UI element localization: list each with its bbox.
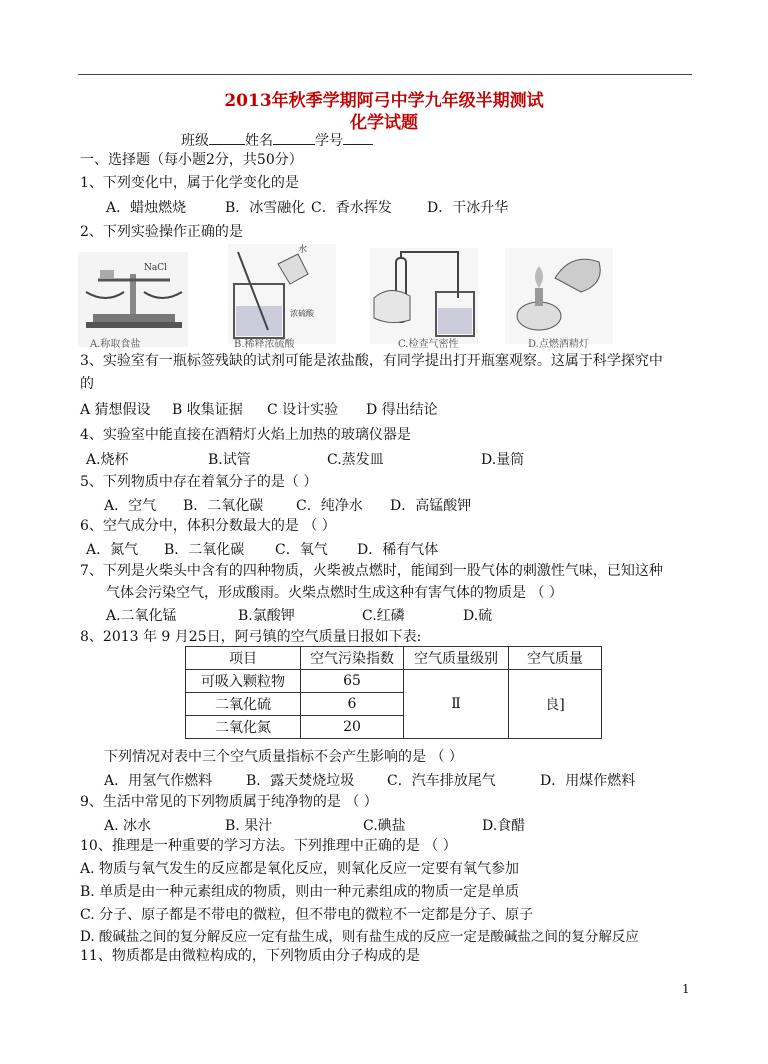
- class-blank[interactable]: [209, 130, 245, 145]
- q10-option-a[interactable]: A. 物质与氧气发生的反应都是氧化反应，则氧化反应一定要有氧气参加: [80, 861, 520, 877]
- q1-option-d[interactable]: D．干冰升华: [427, 200, 509, 216]
- header-index: 空气污染指数: [301, 647, 404, 670]
- question-8-stem-cont: 下列情况对表中三个空气质量指标不会产生影响的是 （ ）: [104, 749, 463, 765]
- pollutant-index: 6: [301, 693, 404, 716]
- q6-option-d[interactable]: D．稀有气体: [357, 542, 439, 558]
- q9-option-b[interactable]: B. 果汁: [225, 818, 273, 834]
- figure-a-caption: A.称取食盐: [90, 339, 141, 350]
- q10-option-b[interactable]: B. 单质是由一种元素组成的物质，则由一种元素组成的物质一定是单质: [80, 884, 520, 900]
- question-7-stem-cont: 气体会污染空气，形成酸雨。火柴点燃时生成这种有害气体的物质是 （ ）: [106, 585, 563, 601]
- airtightness-figure[interactable]: [370, 248, 478, 344]
- lamp-figure[interactable]: [505, 248, 613, 344]
- header-level: 空气质量级别: [404, 647, 509, 670]
- q6-option-a[interactable]: A．氮气: [86, 542, 139, 558]
- name-label: 姓名: [245, 133, 273, 149]
- class-label: 班级: [181, 133, 209, 149]
- nacl-label: NaCl: [144, 263, 168, 273]
- question-8-stem: 8、2013 年 9 月25日，阿弓镇的空气质量日报如下表:: [80, 629, 422, 645]
- q4-option-d[interactable]: D.量筒: [481, 452, 525, 468]
- q8-option-c[interactable]: C．汽车排放尾气: [387, 773, 496, 789]
- q9-option-a[interactable]: A. 冰水: [104, 818, 152, 834]
- header-item: 项目: [186, 647, 301, 670]
- q10-option-d[interactable]: D. 酸碱盐之间的复分解反应一定有盐生成，则有盐生成的反应一定是酸碱盐之间的复分解反应: [80, 929, 639, 945]
- q7-option-d[interactable]: D.硫: [463, 608, 493, 624]
- pollutant-index: 20: [301, 716, 404, 739]
- q9-option-d[interactable]: D.食醋: [482, 818, 526, 834]
- pollutant-name: 二氧化氮: [186, 716, 301, 739]
- question-4-stem: 4、实验室中能直接在酒精灯火焰上加热的玻璃仪器是: [80, 427, 411, 443]
- question-11-stem: 11、物质都是由微粒构成的，下列物质由分子构成的是: [80, 948, 420, 964]
- name-blank[interactable]: [273, 130, 315, 145]
- figure-c-caption: C.检查气密性: [398, 339, 459, 350]
- q4-option-a[interactable]: A.烧杯: [86, 452, 129, 468]
- q1-option-a[interactable]: A．蜡烛燃烧: [106, 200, 187, 216]
- exam-title: 2013年秋季学期阿弓中学九年级半期测试: [224, 91, 544, 111]
- question-2-stem: 2、下列实验操作正确的是: [80, 224, 243, 240]
- pollutant-index: 65: [301, 670, 404, 693]
- pollutant-name: 二氧化硫: [186, 693, 301, 716]
- q1-option-b[interactable]: B．冰雪融化: [225, 200, 306, 216]
- header-quality: 空气质量: [509, 647, 602, 670]
- q7-option-a[interactable]: A.二氧化锰: [106, 608, 177, 624]
- q8-option-d[interactable]: D．用煤作燃料: [540, 773, 636, 789]
- q3-option-c[interactable]: C 设计实验: [267, 402, 339, 418]
- question-5-stem: 5、下列物质中存在着氧分子的是（ ）: [80, 474, 318, 490]
- quality-level: Ⅱ: [404, 670, 509, 739]
- q8-option-a[interactable]: A．用氢气作燃料: [104, 773, 213, 789]
- section-heading: 一、选择题（每小题2分，共50分）: [80, 152, 303, 168]
- q3-option-a[interactable]: A 猜想假设: [80, 402, 151, 418]
- question-3-stem-cont: 的: [80, 376, 94, 392]
- number-label: 学号: [315, 133, 343, 149]
- dilution-figure[interactable]: [228, 244, 336, 344]
- figure-b-caption: B.稀释浓硫酸: [234, 339, 295, 350]
- air-quality-table: [185, 646, 602, 739]
- table-row: [186, 670, 602, 693]
- question-10-stem: 10、推理是一种重要的学习方法。下列推理中正确的是 （ ）: [80, 838, 457, 854]
- question-3-stem: 3、实验室有一瓶标签残缺的试剂可能是浓盐酸，有同学提出打开瓶塞观察。这属于科学探究中: [80, 353, 663, 369]
- quality-rating: 良]: [509, 670, 602, 739]
- figure-d-caption: D.点燃酒精灯: [528, 339, 589, 350]
- q6-option-b[interactable]: B．二氧化碳: [164, 542, 245, 558]
- q8-option-b[interactable]: B．露天焚烧垃圾: [246, 773, 355, 789]
- q3-option-d[interactable]: D 得出结论: [366, 402, 438, 418]
- q7-option-c[interactable]: C.红磷: [362, 608, 405, 624]
- q5-option-d[interactable]: D．高锰酸钾: [390, 498, 472, 514]
- q4-option-c[interactable]: C.蒸发皿: [327, 452, 384, 468]
- student-info: [181, 130, 373, 151]
- q7-option-b[interactable]: B.氯酸钾: [238, 608, 295, 624]
- q5-option-b[interactable]: B．二氧化碳: [183, 498, 264, 514]
- q3-option-b[interactable]: B 收集证据: [172, 402, 243, 418]
- q10-option-c[interactable]: C. 分子、原子都是不带电的微粒，但不带电的微粒不一定都是分子、原子: [80, 907, 534, 923]
- q4-option-b[interactable]: B.试管: [208, 452, 251, 468]
- table-header-row: [186, 647, 602, 670]
- question-6-stem: 6、空气成分中，体积分数最大的是 （ ）: [80, 518, 336, 534]
- q5-option-c[interactable]: C．纯净水: [296, 498, 363, 514]
- page-number: 1: [682, 982, 690, 996]
- q9-option-c[interactable]: C.碘盐: [363, 818, 406, 834]
- question-7-stem: 7、下列是火柴头中含有的四种物质，火柴被点燃时，能闻到一股气体的刺激性气味，已知这种: [80, 563, 663, 579]
- q6-option-c[interactable]: C．氧气: [275, 542, 328, 558]
- balance-figure[interactable]: [78, 252, 188, 347]
- water-label: 水: [298, 245, 308, 255]
- q5-option-a[interactable]: A．空气: [104, 498, 157, 514]
- question-1-stem: 1、下列变化中，属于化学变化的是: [80, 175, 299, 191]
- exam-subtitle: 化学试题: [350, 113, 418, 133]
- question-9-stem: 9、生活中常见的下列物质属于纯净物的是 （ ）: [80, 794, 378, 810]
- acid-label: 浓硫酸: [290, 309, 314, 318]
- header-rule: [78, 74, 692, 75]
- pollutant-name: 可吸入颗粒物: [186, 670, 301, 693]
- number-blank[interactable]: [343, 130, 373, 145]
- q1-option-c[interactable]: C．香水挥发: [311, 200, 392, 216]
